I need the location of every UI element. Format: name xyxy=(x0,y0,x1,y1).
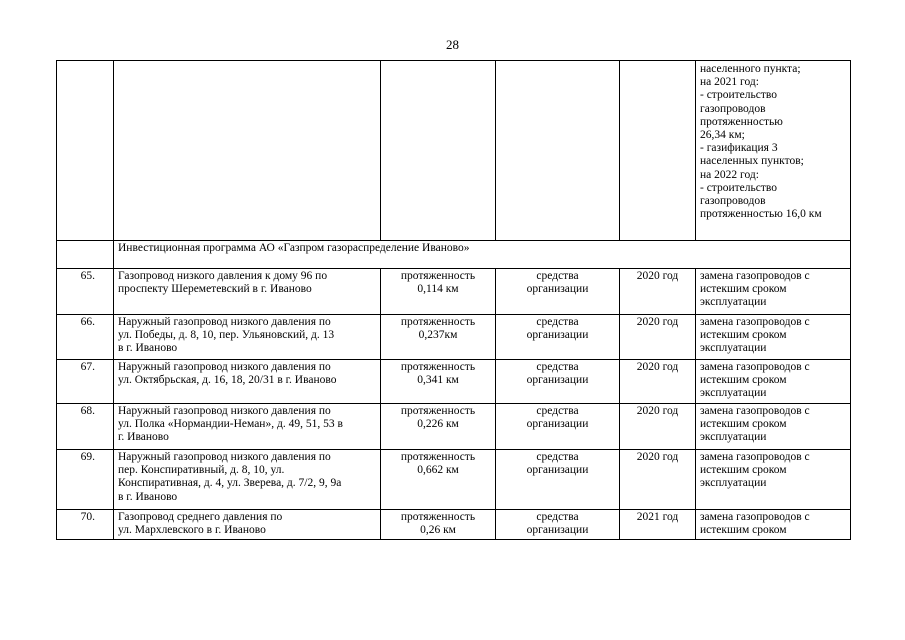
text-line: Наружный газопровод низкого давления по xyxy=(118,361,331,373)
text-line: Конспиративная, д. 4, ул. Зверева, д. 7/2, 9, 9а xyxy=(118,477,342,490)
text-line: Газопровод низкого давления к дому 96 по xyxy=(118,270,328,282)
object-name-cell xyxy=(114,315,381,360)
funding-source-cell xyxy=(496,360,620,404)
expected-result-cell xyxy=(696,315,851,360)
row-number-cell: 66. xyxy=(57,315,114,360)
continuation-year-cell xyxy=(620,61,696,241)
row-number-cell: 67. xyxy=(57,360,114,404)
text-line: ул. Октябрьская, д. 16, 18, 20/31 в г. Иваново xyxy=(118,374,337,387)
text-line: эксплуатации xyxy=(700,477,767,490)
row-number-cell: 68. xyxy=(57,404,114,450)
table-row xyxy=(57,450,851,510)
table-row xyxy=(57,269,851,315)
text-line: организации xyxy=(526,283,589,296)
text-line: 0,26 км xyxy=(420,524,456,537)
funding-source-cell xyxy=(496,510,620,540)
text-line: протяженность xyxy=(400,511,476,523)
text-line: замена газопроводов с xyxy=(700,405,810,417)
text-line: истекшим сроком xyxy=(700,329,787,342)
length-cell xyxy=(381,404,496,450)
text-line: 0,341 км xyxy=(417,374,459,387)
text-line: Наружный газопровод низкого давления по xyxy=(118,316,331,328)
text-line: протяженностью xyxy=(700,115,783,128)
text-line: средства xyxy=(536,361,579,373)
text-line: Наружный газопровод низкого давления по xyxy=(118,451,331,463)
text-line: протяженность xyxy=(400,361,476,373)
funding-source-cell xyxy=(496,269,620,315)
page-number: 28 xyxy=(446,37,459,52)
text-line: средства xyxy=(536,270,579,282)
text-line: в г. Иваново xyxy=(118,342,178,355)
table-row xyxy=(57,404,851,450)
row-number-cell: 69. xyxy=(57,450,114,510)
text-line: эксплуатации xyxy=(700,387,767,400)
text-line: 26,34 км; xyxy=(700,129,745,142)
text-line: истекшим сроком xyxy=(700,283,787,296)
table-row xyxy=(57,360,851,404)
text-line: Газопровод среднего давления по xyxy=(118,511,283,523)
text-line: организации xyxy=(526,418,589,431)
text-line: протяженность xyxy=(400,316,476,328)
text-line: замена газопроводов с xyxy=(700,361,810,373)
text-line: протяженностью 16,0 км xyxy=(700,208,822,221)
object-name-cell xyxy=(114,510,381,540)
section-num-cell xyxy=(57,241,114,269)
year-cell: 2021 год xyxy=(620,510,696,540)
text-line: истекшим сроком xyxy=(700,524,787,537)
text-line: - строительство xyxy=(700,181,777,194)
object-name-cell xyxy=(114,360,381,404)
text-line: газопроводов xyxy=(700,102,766,115)
text-line: газопроводов xyxy=(700,195,766,208)
text-line: 0,237км xyxy=(418,329,458,342)
expected-result-cell xyxy=(696,404,851,450)
text-line: 0,226 км xyxy=(417,418,459,431)
length-cell xyxy=(381,450,496,510)
text-line: Наружный газопровод низкого давления по xyxy=(118,405,331,417)
text-line: истекшим сроком xyxy=(700,374,787,387)
section-title: Инвестиционная программа АО «Газпром газораспределение Иваново» xyxy=(114,241,851,269)
table-row xyxy=(57,510,851,540)
text-line: истекшим сроком xyxy=(700,464,787,477)
text-line: средства xyxy=(536,511,579,523)
continuation-num-cell xyxy=(57,61,114,241)
continuation-source-cell xyxy=(496,61,620,241)
text-line: средства xyxy=(536,451,579,463)
year-cell: 2020 год xyxy=(620,360,696,404)
text-line: замена газопроводов с xyxy=(700,511,810,523)
text-line: населенных пунктов; xyxy=(700,155,804,168)
section-row xyxy=(57,241,851,269)
text-line: средства xyxy=(536,405,579,417)
expected-result-cell xyxy=(696,360,851,404)
text-line: протяженность xyxy=(400,451,476,463)
object-name-cell xyxy=(114,450,381,510)
object-name-cell xyxy=(114,404,381,450)
continuation-name-cell xyxy=(114,61,381,241)
text-line: - строительство xyxy=(700,89,777,102)
text-line: ул. Мархлевского в г. Иваново xyxy=(118,524,266,537)
year-cell: 2020 год xyxy=(620,404,696,450)
length-cell xyxy=(381,510,496,540)
text-line: эксплуатации xyxy=(700,431,767,444)
text-line: замена газопроводов с xyxy=(700,270,810,282)
text-line: пер. Конспиративный, д. 8, 10, ул. xyxy=(118,464,285,477)
continuation-result-text xyxy=(700,63,846,221)
text-line: организации xyxy=(526,329,589,342)
continuation-result-cell xyxy=(696,61,851,241)
year-cell: 2020 год xyxy=(620,269,696,315)
object-name-cell xyxy=(114,269,381,315)
funding-source-cell xyxy=(496,450,620,510)
table-row xyxy=(57,315,851,360)
text-line: на 2021 год: xyxy=(700,76,759,89)
text-line: ул. Победы, д. 8, 10, пер. Ульяновский, д. 13 xyxy=(118,329,335,342)
expected-result-cell xyxy=(696,450,851,510)
text-line: г. Иваново xyxy=(118,431,169,444)
text-line: 0,114 км xyxy=(417,283,459,296)
text-line: в г. Иваново xyxy=(118,490,178,503)
text-line: на 2022 год: xyxy=(700,168,759,181)
year-cell: 2020 год xyxy=(620,450,696,510)
year-cell: 2020 год xyxy=(620,315,696,360)
text-line: организации xyxy=(526,464,589,477)
row-number-cell: 65. xyxy=(57,269,114,315)
text-line: замена газопроводов с xyxy=(700,316,810,328)
expected-result-cell xyxy=(696,510,851,540)
funding-source-cell xyxy=(496,404,620,450)
funding-source-cell xyxy=(496,315,620,360)
text-line: проспекту Шереметевский в г. Иваново xyxy=(118,283,312,296)
text-line: эксплуатации xyxy=(700,296,767,309)
length-cell xyxy=(381,360,496,404)
text-line: - газификация 3 xyxy=(700,142,778,155)
text-line: ул. Полка «Нормандии-Неман», д. 49, 51, 53 в xyxy=(118,418,343,431)
length-cell xyxy=(381,269,496,315)
text-line: замена газопроводов с xyxy=(700,451,810,463)
expected-result-cell xyxy=(696,269,851,315)
text-line: 0,662 км xyxy=(417,464,459,477)
text-line: протяженность xyxy=(400,405,476,417)
text-line: протяженность xyxy=(400,270,476,282)
text-line: организации xyxy=(526,374,589,387)
text-line: организации xyxy=(526,524,589,537)
continuation-length-cell xyxy=(381,61,496,241)
text-line: средства xyxy=(536,316,579,328)
text-line: эксплуатации xyxy=(700,342,767,355)
length-cell xyxy=(381,315,496,360)
text-line: истекшим сроком xyxy=(700,418,787,431)
continuation-row xyxy=(57,61,851,241)
investment-table xyxy=(56,60,851,540)
text-line: населенного пункта; xyxy=(700,63,801,75)
row-number-cell: 70. xyxy=(57,510,114,540)
